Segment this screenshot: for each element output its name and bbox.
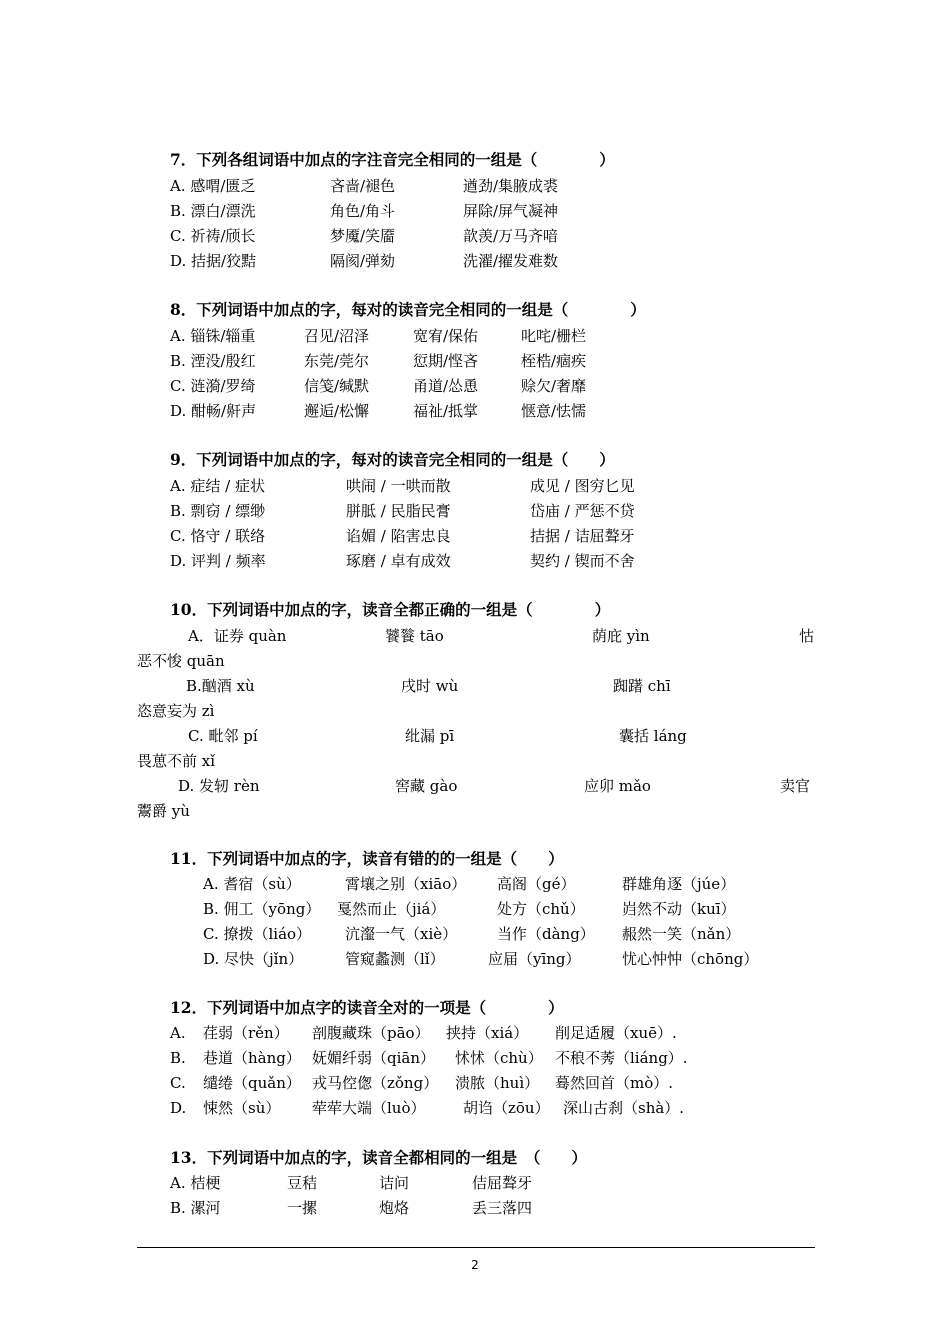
q10-d-wrap: 鬻爵 yù: [137, 802, 190, 820]
q10-c-col2: 纰漏 pī: [405, 727, 455, 745]
q13-b-col4: 丢三落四: [472, 1199, 533, 1217]
q12-b-label: B.: [170, 1049, 186, 1067]
q7-d-col3: 洗濯/擢发难数: [463, 252, 559, 270]
q8-b-col4: 桎梏/痼疾: [521, 352, 587, 370]
q12-c-col2: 戎马倥偬（zǒng）: [312, 1074, 439, 1092]
q12-d-label: D.: [170, 1099, 187, 1117]
q10-d-col4: 卖官: [780, 777, 811, 795]
q11-d-col2: 管窥蠡测（lǐ）: [345, 950, 445, 968]
q9-d-col2: 琢磨 / 卓有成效: [346, 552, 451, 570]
q10-a-col3: 荫庇 yìn: [592, 627, 650, 645]
q8-d-col3: 福祉/抵掌: [413, 402, 479, 420]
q10-a-col4: 怙: [799, 627, 815, 645]
q12-a-col3: 挟持（xiá）: [446, 1024, 529, 1042]
q8-c-col2: 信笺/缄默: [304, 377, 370, 395]
q10-b-col1: B.酗酒 xù: [186, 677, 255, 695]
q12-d-col1: 悚然（sù）: [203, 1099, 281, 1117]
q11-d-col3: 应届（yīng）: [488, 950, 581, 968]
q13-b-col2: 一摞: [287, 1199, 318, 1217]
q12-a-col4: 削足适履（xuē）.: [555, 1024, 677, 1042]
q9-c-col3: 拮据 / 诘屈聱牙: [530, 527, 635, 545]
q10-d-col2: 窖藏 gào: [395, 777, 458, 795]
q8-b-col3: 愆期/悭吝: [413, 352, 479, 370]
q10-b-col2: 戌时 wù: [401, 677, 459, 695]
q9-d-col1: D. 评判 / 频率: [170, 552, 266, 570]
q7-b-col2: 角色/角斗: [330, 202, 396, 220]
q8-c-col1: C. 涟漪/罗绮: [170, 377, 256, 395]
q9-a-col2: 哄闹 / 一哄而散: [346, 477, 451, 495]
q9-a-col3: 成见 / 图穷匕见: [530, 477, 635, 495]
q9-b-col3: 岱庙 / 严惩不贷: [530, 502, 635, 520]
q8-a-col4: 叱咤/栅栏: [521, 327, 587, 345]
q12-c-col4: 蓦然回首（mò）.: [555, 1074, 674, 1092]
q12-a-label: A.: [170, 1024, 186, 1042]
q10-b-wrap: 恣意妄为 zì: [137, 702, 215, 720]
q11-c-col1: C. 撩拨（liáo）: [203, 925, 312, 943]
q8-a-col2: 召见/沼泽: [304, 327, 370, 345]
q11-b-col1: B. 佣工（yōng）: [203, 900, 321, 918]
q10-c-col1: C. 毗邻 pí: [188, 727, 258, 745]
q11-b-col2: 戛然而止（jiá）: [337, 900, 446, 918]
q11-d-col4: 忧心忡忡（chōng）: [622, 950, 759, 968]
q13-b-col3: 炮烙: [379, 1199, 410, 1217]
q11-a-col1: A. 耆宿（sù）: [203, 875, 301, 893]
q10-b-col3: 踟躇 chī: [613, 677, 671, 695]
question-11-title: 11．下列词语中加点的字，读音有错的的一组是（ ）: [170, 849, 564, 868]
q13-a-col4: 佶屈聱牙: [472, 1174, 533, 1192]
q13-b-col1: B. 漯河: [170, 1199, 221, 1217]
question-13-title: 13．下列词语中加点的字，读音全都相同的一组是 （ ）: [170, 1148, 587, 1167]
q12-d-col4: 深山古刹（shà）.: [563, 1099, 685, 1117]
q12-c-label: C.: [170, 1074, 186, 1092]
q11-a-col2: 霄壤之别（xiāo）: [345, 875, 467, 893]
q8-d-col2: 邂逅/松懈: [304, 402, 370, 420]
q10-c-wrap: 畏葸不前 xǐ: [137, 752, 216, 770]
q8-c-col4: 赊欠/奢靡: [521, 377, 587, 395]
q7-c-col1: C. 祈祷/颀长: [170, 227, 256, 245]
q7-a-col1: A. 感喟/匮乏: [170, 177, 256, 195]
question-8-title: 8．下列词语中加点的字，每对的读音完全相同的一组是（ ）: [170, 300, 646, 319]
page-number: 2: [471, 1258, 479, 1272]
q12-b-col3: 怵怵（chù）: [455, 1049, 543, 1067]
q10-a-wrap: 恶不悛 quān: [137, 652, 225, 670]
q9-b-col1: B. 剽窃 / 缥缈: [170, 502, 266, 520]
q12-c-col3: 溃脓（huì）: [455, 1074, 540, 1092]
q8-a-col1: A. 锱铢/辎重: [170, 327, 256, 345]
q10-d-col3: 应卯 mǎo: [584, 777, 651, 795]
q10-d-col1: D. 发轫 rèn: [178, 777, 260, 795]
q11-c-col2: 沆瀣一气（xiè）: [345, 925, 458, 943]
q10-a-col1: A．证券 quàn: [188, 627, 287, 645]
q9-c-col2: 谄媚 / 陷害忠良: [346, 527, 451, 545]
q9-b-col2: 胼胝 / 民脂民膏: [346, 502, 451, 520]
q7-d-col1: D. 拮据/狡黠: [170, 252, 257, 270]
q13-a-col1: A. 桔梗: [170, 1174, 221, 1192]
q11-a-col4: 群雄角逐（júe）: [622, 875, 736, 893]
q12-d-col2: 荦荦大端（luò）: [312, 1099, 426, 1117]
q8-b-col2: 东莞/莞尔: [304, 352, 370, 370]
q7-d-col2: 隔阂/弹劾: [330, 252, 396, 270]
q12-b-col1: 巷道（hàng）: [203, 1049, 301, 1067]
q12-a-col2: 剖腹藏珠（pāo）: [312, 1024, 430, 1042]
q12-c-col1: 缱绻（quǎn）: [203, 1074, 301, 1092]
question-9-title: 9．下列词语中加点的字，每对的读音完全相同的一组是（ ）: [170, 450, 615, 469]
question-7-title: 7．下列各组词语中加点的字注音完全相同的一组是（ ）: [170, 150, 615, 169]
q10-c-col3: 囊括 láng: [619, 727, 687, 745]
q9-a-col1: A. 症结 / 症状: [170, 477, 265, 495]
footer-rule: [137, 1247, 815, 1248]
q9-d-col3: 契约 / 锲而不舍: [530, 552, 635, 570]
q8-d-col1: D. 酣畅/鼾声: [170, 402, 257, 420]
q11-a-col3: 高阁（gé）: [497, 875, 576, 893]
question-12-title: 12．下列词语中加点字的读音全对的一项是（ ）: [170, 998, 564, 1017]
q9-c-col1: C. 恪守 / 联络: [170, 527, 266, 545]
q11-d-col1: D. 尽快（jǐn）: [203, 950, 304, 968]
q11-c-col4: 赧然一笑（nǎn）: [622, 925, 741, 943]
q7-c-col3: 歆羡/万马齐喑: [463, 227, 559, 245]
q7-b-col3: 屏除/屏气凝神: [463, 202, 559, 220]
q7-a-col2: 吝啬/褪色: [330, 177, 396, 195]
q12-b-col2: 妩媚纤弱（qiān）: [312, 1049, 436, 1067]
q7-c-col2: 梦魇/笑靥: [330, 227, 396, 245]
q8-a-col3: 宽宥/保佑: [413, 327, 479, 345]
q11-c-col3: 当作（dàng）: [497, 925, 595, 943]
q7-b-col1: B. 漂白/漂洗: [170, 202, 256, 220]
question-10-title: 10．下列词语中加点的字，读音全都正确的一组是（ ）: [170, 600, 611, 619]
q12-a-col1: 荏弱（rěn）: [203, 1024, 289, 1042]
q8-c-col3: 甬道/怂恿: [413, 377, 479, 395]
q13-a-col3: 诘问: [379, 1174, 410, 1192]
q12-d-col3: 胡诌（zōu）: [463, 1099, 550, 1117]
q7-a-col3: 遒劲/集腋成裘: [463, 177, 559, 195]
q11-b-col4: 岿然不动（kuī）: [622, 900, 736, 918]
q8-b-col1: B. 湮没/殷红: [170, 352, 256, 370]
q13-a-col2: 豆秸: [287, 1174, 318, 1192]
q11-b-col3: 处方（chǔ）: [497, 900, 585, 918]
q10-a-col2: 饕餮 tāo: [385, 627, 444, 645]
q12-b-col4: 不稂不莠（liáng）.: [555, 1049, 688, 1067]
q8-d-col4: 惬意/怯懦: [521, 402, 587, 420]
